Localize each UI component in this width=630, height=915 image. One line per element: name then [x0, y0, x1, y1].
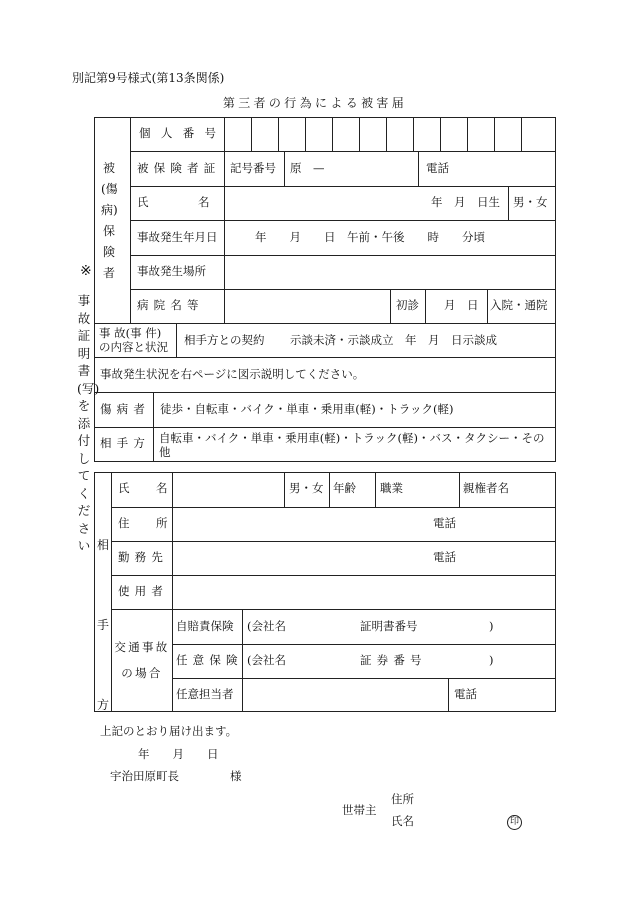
voluntary-insurance-label: 任意保険	[176, 653, 243, 667]
birthdate-field: 年 月 日生	[431, 195, 500, 209]
other-phone-label: 電話	[433, 516, 456, 530]
first-visit-date: 月 日	[444, 298, 479, 312]
form-title: 第三者の行為による被害届	[222, 96, 408, 110]
other-age-label: 年齢	[333, 481, 356, 495]
declaration-text: 上記のとおり届け出ます。	[100, 724, 238, 738]
other-sex-option: 男・女	[289, 481, 324, 495]
injured-mode-label: 傷病者	[100, 402, 151, 416]
compulsory-close-paren: )	[489, 619, 494, 633]
admission-option: 入院・通院	[490, 298, 548, 312]
insured-name-label: 氏名	[137, 195, 259, 209]
insurance-card-label: 被保険者証	[137, 161, 221, 175]
other-address-label: 住所	[118, 516, 194, 530]
accident-place-label: 事故発生場所	[137, 264, 206, 278]
personal-number-label: 個人番号	[139, 126, 227, 140]
form-number: 別記第9号様式(第13条関係)	[72, 71, 225, 85]
addressee-honorific: 様	[230, 769, 242, 783]
hospital-label: 病院名等	[137, 298, 204, 312]
insured-group-label: 被(傷病)保険者	[101, 161, 118, 280]
agent-label: 任意担当者	[176, 687, 234, 701]
addressee: 宇治田原町長	[110, 769, 179, 783]
diagram-instruction: 事故発生状況を右ページに図示説明してください。	[100, 367, 365, 381]
insured-sex-option: 男・女	[513, 195, 548, 209]
contract-label: 相手方との契約	[184, 333, 265, 347]
compulsory-insurance-label: 自賠責保険	[176, 619, 234, 633]
other-mode-options: 自転車・バイク・単車・乗用車(軽)・トラック(軽)・バス・タクシー・その他	[159, 431, 545, 459]
accident-date-label: 事故発生年月日	[137, 230, 218, 244]
guardian-name-label: 親権者名	[463, 481, 509, 495]
householder-address-label: 住所	[391, 792, 414, 806]
note-mark: ※	[80, 263, 92, 279]
compulsory-company-label: (会社名	[247, 619, 286, 633]
traffic-accident-label: 交通事故の場合	[114, 640, 170, 680]
first-visit-label: 初診	[396, 298, 419, 312]
certificate-number-label: 証明書番号	[360, 619, 418, 633]
householder-label: 世帯主	[342, 803, 377, 817]
card-number-prefix: 原 —	[290, 161, 325, 175]
other-mode-label: 相手方	[100, 436, 151, 450]
seal-icon: 印	[507, 815, 522, 830]
accident-label-line2: の内容と状況	[99, 340, 168, 354]
accident-date-field: 年 月 日 午前・午後 時 分頃	[255, 230, 485, 244]
workplace-phone-label: 電話	[433, 550, 456, 564]
insured-phone-label: 電話	[426, 161, 449, 175]
other-job-label: 職業	[380, 481, 403, 495]
employer-label: 使用者	[118, 584, 169, 598]
injured-mode-options: 徒歩・自転車・バイク・単車・乗用車(軽)・トラック(軽)	[160, 402, 454, 416]
settlement-options: 示談未済・示談成立 年 月 日示談成	[290, 333, 497, 347]
submission-date: 年 月 日	[138, 747, 219, 761]
attach-certificate-note: 事故証明書(写)を添付してください	[77, 293, 100, 553]
voluntary-company-label: (会社名	[247, 653, 286, 667]
other-name-label: 氏名	[118, 481, 194, 495]
voluntary-close-paren: )	[489, 653, 494, 667]
policy-number-label: 証券番号	[360, 653, 427, 667]
householder-name-label: 氏名	[391, 814, 414, 828]
workplace-label: 勤務先	[118, 550, 169, 564]
accident-label-line1: 事 故(事 件)	[99, 326, 162, 340]
other-party-group-label: 相手方	[96, 538, 109, 712]
agent-phone-label: 電話	[454, 687, 477, 701]
card-symbol-label: 記号番号	[230, 161, 276, 175]
